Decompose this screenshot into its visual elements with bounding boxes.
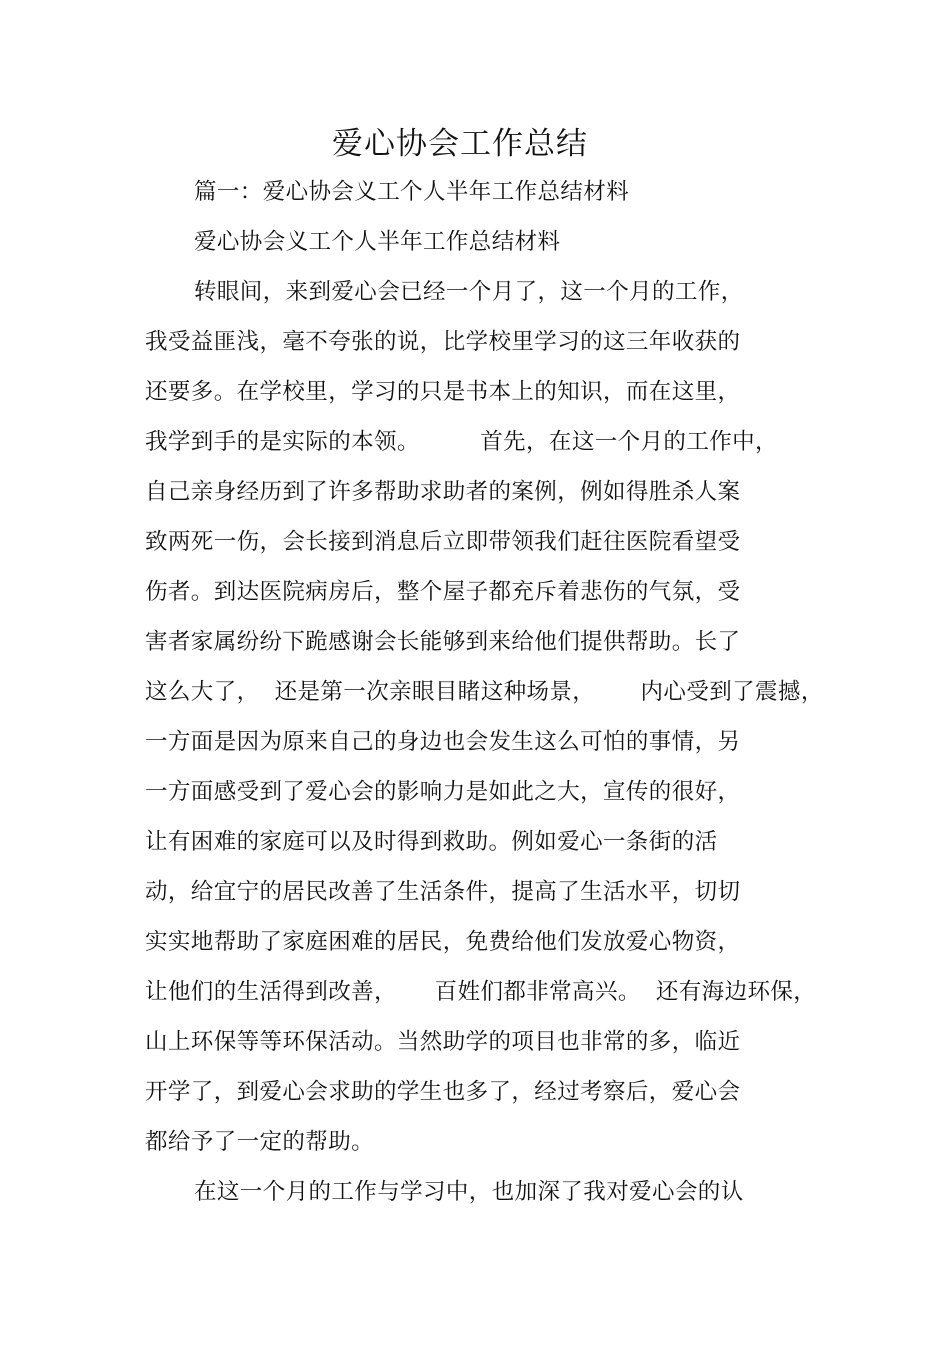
paragraph-line: 转眼间，来到爱心会已经一个月了，这一个月的工作， xyxy=(194,279,744,305)
document-title: 爱心协会工作总结 xyxy=(332,126,588,162)
paragraph-line: 我学到手的是实际的本领。 首先，在这一个月的工作中， xyxy=(145,429,778,455)
subheading: 爱心协会义工个人半年工作总结材料 xyxy=(194,229,561,255)
paragraph-line: 一方面感受到了爱心会的影响力是如此之大，宣传的很好， xyxy=(145,779,741,805)
paragraph-line: 还要多。在学校里，学习的只是书本上的知识，而在这里， xyxy=(145,379,741,405)
paragraph-line: 害者家属纷纷下跪感谢会长能够到来给他们提供帮助。长了 xyxy=(145,629,741,655)
paragraph-line: 一方面是因为原来自己的身边也会发生这么可怕的事情，另 xyxy=(145,729,741,755)
paragraph-line: 我受益匪浅，毫不夸张的说，比学校里学习的这三年收获的 xyxy=(145,329,741,355)
paragraph-line: 动，给宜宁的居民改善了生活条件，提高了生活水平，切切 xyxy=(145,879,741,905)
paragraph-line: 都给予了一定的帮助。 xyxy=(145,1129,375,1155)
paragraph-line: 这么大了， 还是第一次亲眼目睹这种场景， 内心受到了震撼， xyxy=(145,679,824,705)
paragraph-line: 山上环保等等环保活动。当然助学的项目也非常的多，临近 xyxy=(145,1029,741,1055)
paragraph-line: 在这一个月的工作与学习中，也加深了我对爱心会的认 xyxy=(194,1179,744,1205)
paragraph-line: 自己亲身经历到了许多帮助求助者的案例，例如得胜杀人案 xyxy=(145,479,741,505)
paragraph-line: 让他们的生活得到改善， 百姓们都非常高兴。 还有海边环保， xyxy=(145,979,817,1005)
section-heading: 篇一：爱心协会义工个人半年工作总结材料 xyxy=(194,179,630,205)
paragraph-line: 致两死一伤，会长接到消息后立即带领我们赶往医院看望受 xyxy=(145,529,741,555)
paragraph-line: 开学了，到爱心会求助的学生也多了，经过考察后，爱心会 xyxy=(145,1079,741,1105)
paragraph-line: 伤者。到达医院病房后，整个屋子都充斥着悲伤的气氛，受 xyxy=(145,579,741,605)
paragraph-line: 让有困难的家庭可以及时得到救助。例如爱心一条街的活 xyxy=(145,829,718,855)
paragraph-line: 实实地帮助了家庭困难的居民，免费给他们发放爱心物资， xyxy=(145,929,741,955)
